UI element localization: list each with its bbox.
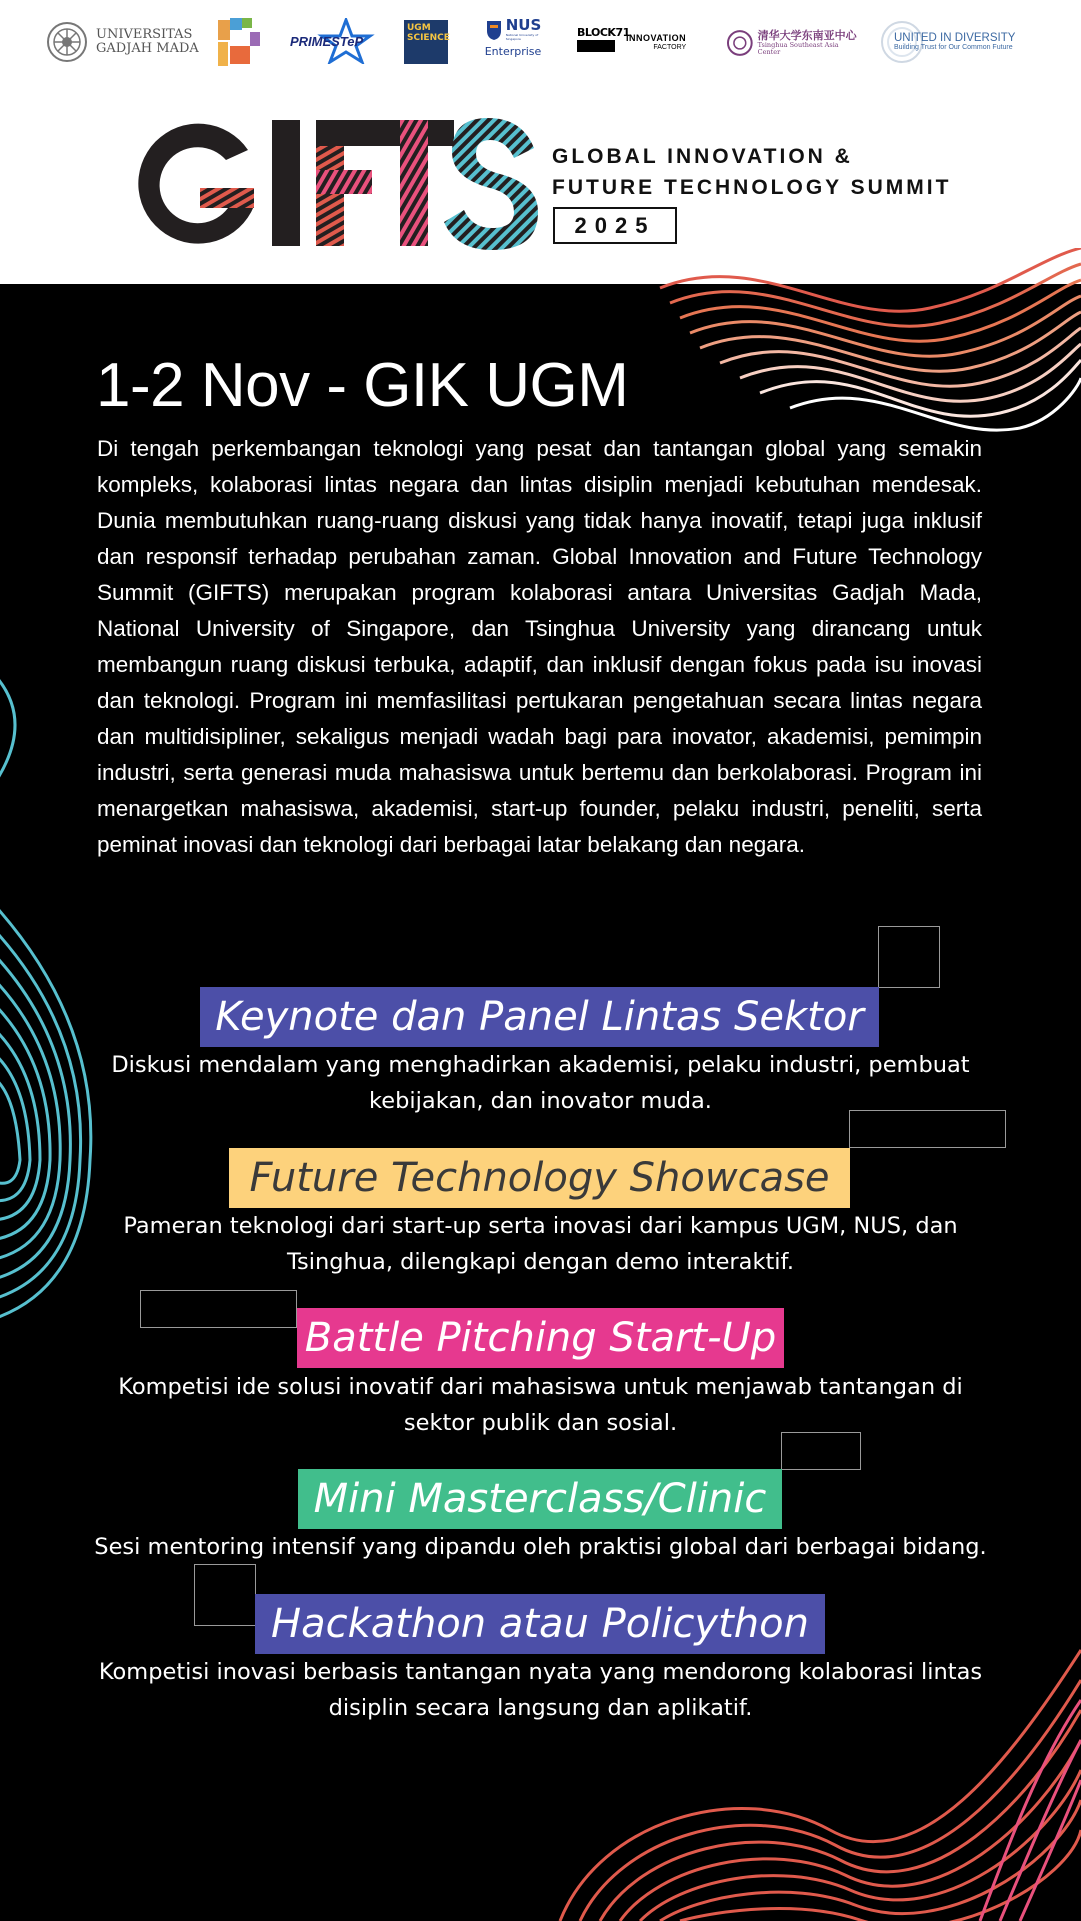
united-line2: Building Trust for Our Common Future xyxy=(894,44,1013,52)
tsinghua-seal-icon xyxy=(726,29,754,57)
header xyxy=(0,0,1081,284)
block71-name: BLOCK71 xyxy=(577,26,630,39)
program-description: Kompetisi ide solusi inovatif dari mahasiswa untuk menjawab tantangan di sektor publik dan sosial. xyxy=(118,1374,963,1436)
ugm-seal-icon xyxy=(46,21,88,63)
block71-logo xyxy=(577,26,630,60)
program-title-banner xyxy=(298,1469,782,1529)
program-title-banner xyxy=(297,1308,784,1368)
program-title-banner xyxy=(255,1594,825,1654)
decorative-frame xyxy=(781,1432,861,1470)
decorative-frame xyxy=(878,926,940,988)
left-wave-decoration xyxy=(0,640,110,1340)
innovation-factory-line1: INNOVATION xyxy=(626,33,687,44)
ugm-logo-line2: GADJAH MADA xyxy=(96,41,199,56)
nus-caption: Enterprise xyxy=(484,45,542,58)
program-title: Hackathon atau Policython xyxy=(271,1601,809,1647)
year-badge: 2025 xyxy=(553,207,677,244)
program-description: Diskusi mendalam yang menghadirkan akademisi, pelaku industri, pembuat kebijakan, dan inovator muda. xyxy=(111,1052,970,1114)
ugm-logo-line1: UNIVERSITAS xyxy=(96,26,193,42)
decorative-frame xyxy=(140,1290,297,1328)
top-right-wave-decoration xyxy=(640,248,1081,448)
ugm-science-logo xyxy=(404,20,448,64)
nus-name: NUS xyxy=(505,16,542,34)
summit-title-line2: FUTURE TECHNOLOGY SUMMIT xyxy=(552,176,952,199)
primestep-text: PRIMESTeP xyxy=(290,33,364,49)
program-title-banner xyxy=(200,987,879,1047)
anniversary-logo xyxy=(216,16,270,68)
primestep-logo xyxy=(290,18,376,64)
anniversary-number xyxy=(228,18,284,64)
event-description: Di tengah perkembangan teknologi yang pesat dan tantangan global yang semakin kompleks, kolaborasi lintas negara dan lintas disiplin menjadi kebutuhan mendesak. Dunia membutuhkan ruang-ruang diskusi yang tidak hanya inovatif, tetapi juga inklusif dan responsif terhadap perubahan zaman. Global Innovation and Future Technology Summit (GIFTS) merupakan program kolaborasi antara Universitas Gadjah Mada, National University of Singapore, dan Tsinghua University yang dirancang untuk membangun ruang diskusi terbuka, adaptif, dan inklusif dengan fokus pada isu inovasi dan teknologi. Program ini memfasilitasi pertukaran pengetahuan secara lintas negara dan multidisipliner, sekaligus menjadi wadah bagi para inovator, akademisi, pemimpin industri, serta generasi muda mahasiswa untuk bertemu dan berkolaborasi. Program ini menargetkan mahasiswa, akademisi, start-up founder, pelaku industri, peneliti, serta peminat inovasi dan teknologi dari berbagai latar belakang dan negara. xyxy=(97,436,982,857)
innovation-factory-line2: FACTORY xyxy=(653,44,687,52)
program-description: Pameran teknologi dari start-up serta inovasi dari kampus UGM, NUS, dan Tsinghua, dilengkapi dengan demo interaktif. xyxy=(123,1213,958,1275)
program-description: Kompetisi inovasi berbasis tantangan nyata yang mendorong kolaborasi lintas disiplin secara langsung dan aplikatif. xyxy=(98,1659,983,1721)
nus-logo xyxy=(484,18,542,68)
decorative-frame xyxy=(194,1564,256,1626)
united-in-diversity-logo xyxy=(880,20,1030,64)
ugm-science-line2: SCIENCE xyxy=(407,33,450,43)
summit-title xyxy=(552,141,951,203)
tsinghua-logo xyxy=(726,26,862,60)
program-title: Mini Masterclass/Clinic xyxy=(313,1476,767,1522)
ugm-logo xyxy=(46,20,199,64)
program-title: Future Technology Showcase xyxy=(249,1155,830,1201)
program-title: Battle Pitching Start-Up xyxy=(304,1315,777,1361)
innovation-factory-logo xyxy=(626,30,696,56)
program-description: Sesi mentoring intensif yang dipandu oleh praktisi global dari berbagai bidang. xyxy=(94,1534,987,1560)
event-date-location: 1-2 Nov - GIK UGM xyxy=(96,351,629,420)
partner-logo-strip xyxy=(0,0,1081,90)
gifts-wordmark xyxy=(130,108,542,258)
united-line1: UNITED IN DIVERSITY xyxy=(894,31,1016,44)
nus-crest-icon xyxy=(485,19,503,41)
program-title-banner xyxy=(229,1148,850,1208)
nus-sub: National University of Singapore xyxy=(505,33,539,41)
tsinghua-chinese: 清华大学东南亚中心 xyxy=(757,28,857,42)
summit-title-line1: GLOBAL INNOVATION & xyxy=(552,145,853,168)
tsinghua-english: Tsinghua Southeast Asia Center xyxy=(757,40,839,57)
ugm-science-line1: UGM xyxy=(407,23,431,33)
decorative-frame xyxy=(849,1110,1006,1148)
program-title: Keynote dan Panel Lintas Sektor xyxy=(215,994,864,1040)
